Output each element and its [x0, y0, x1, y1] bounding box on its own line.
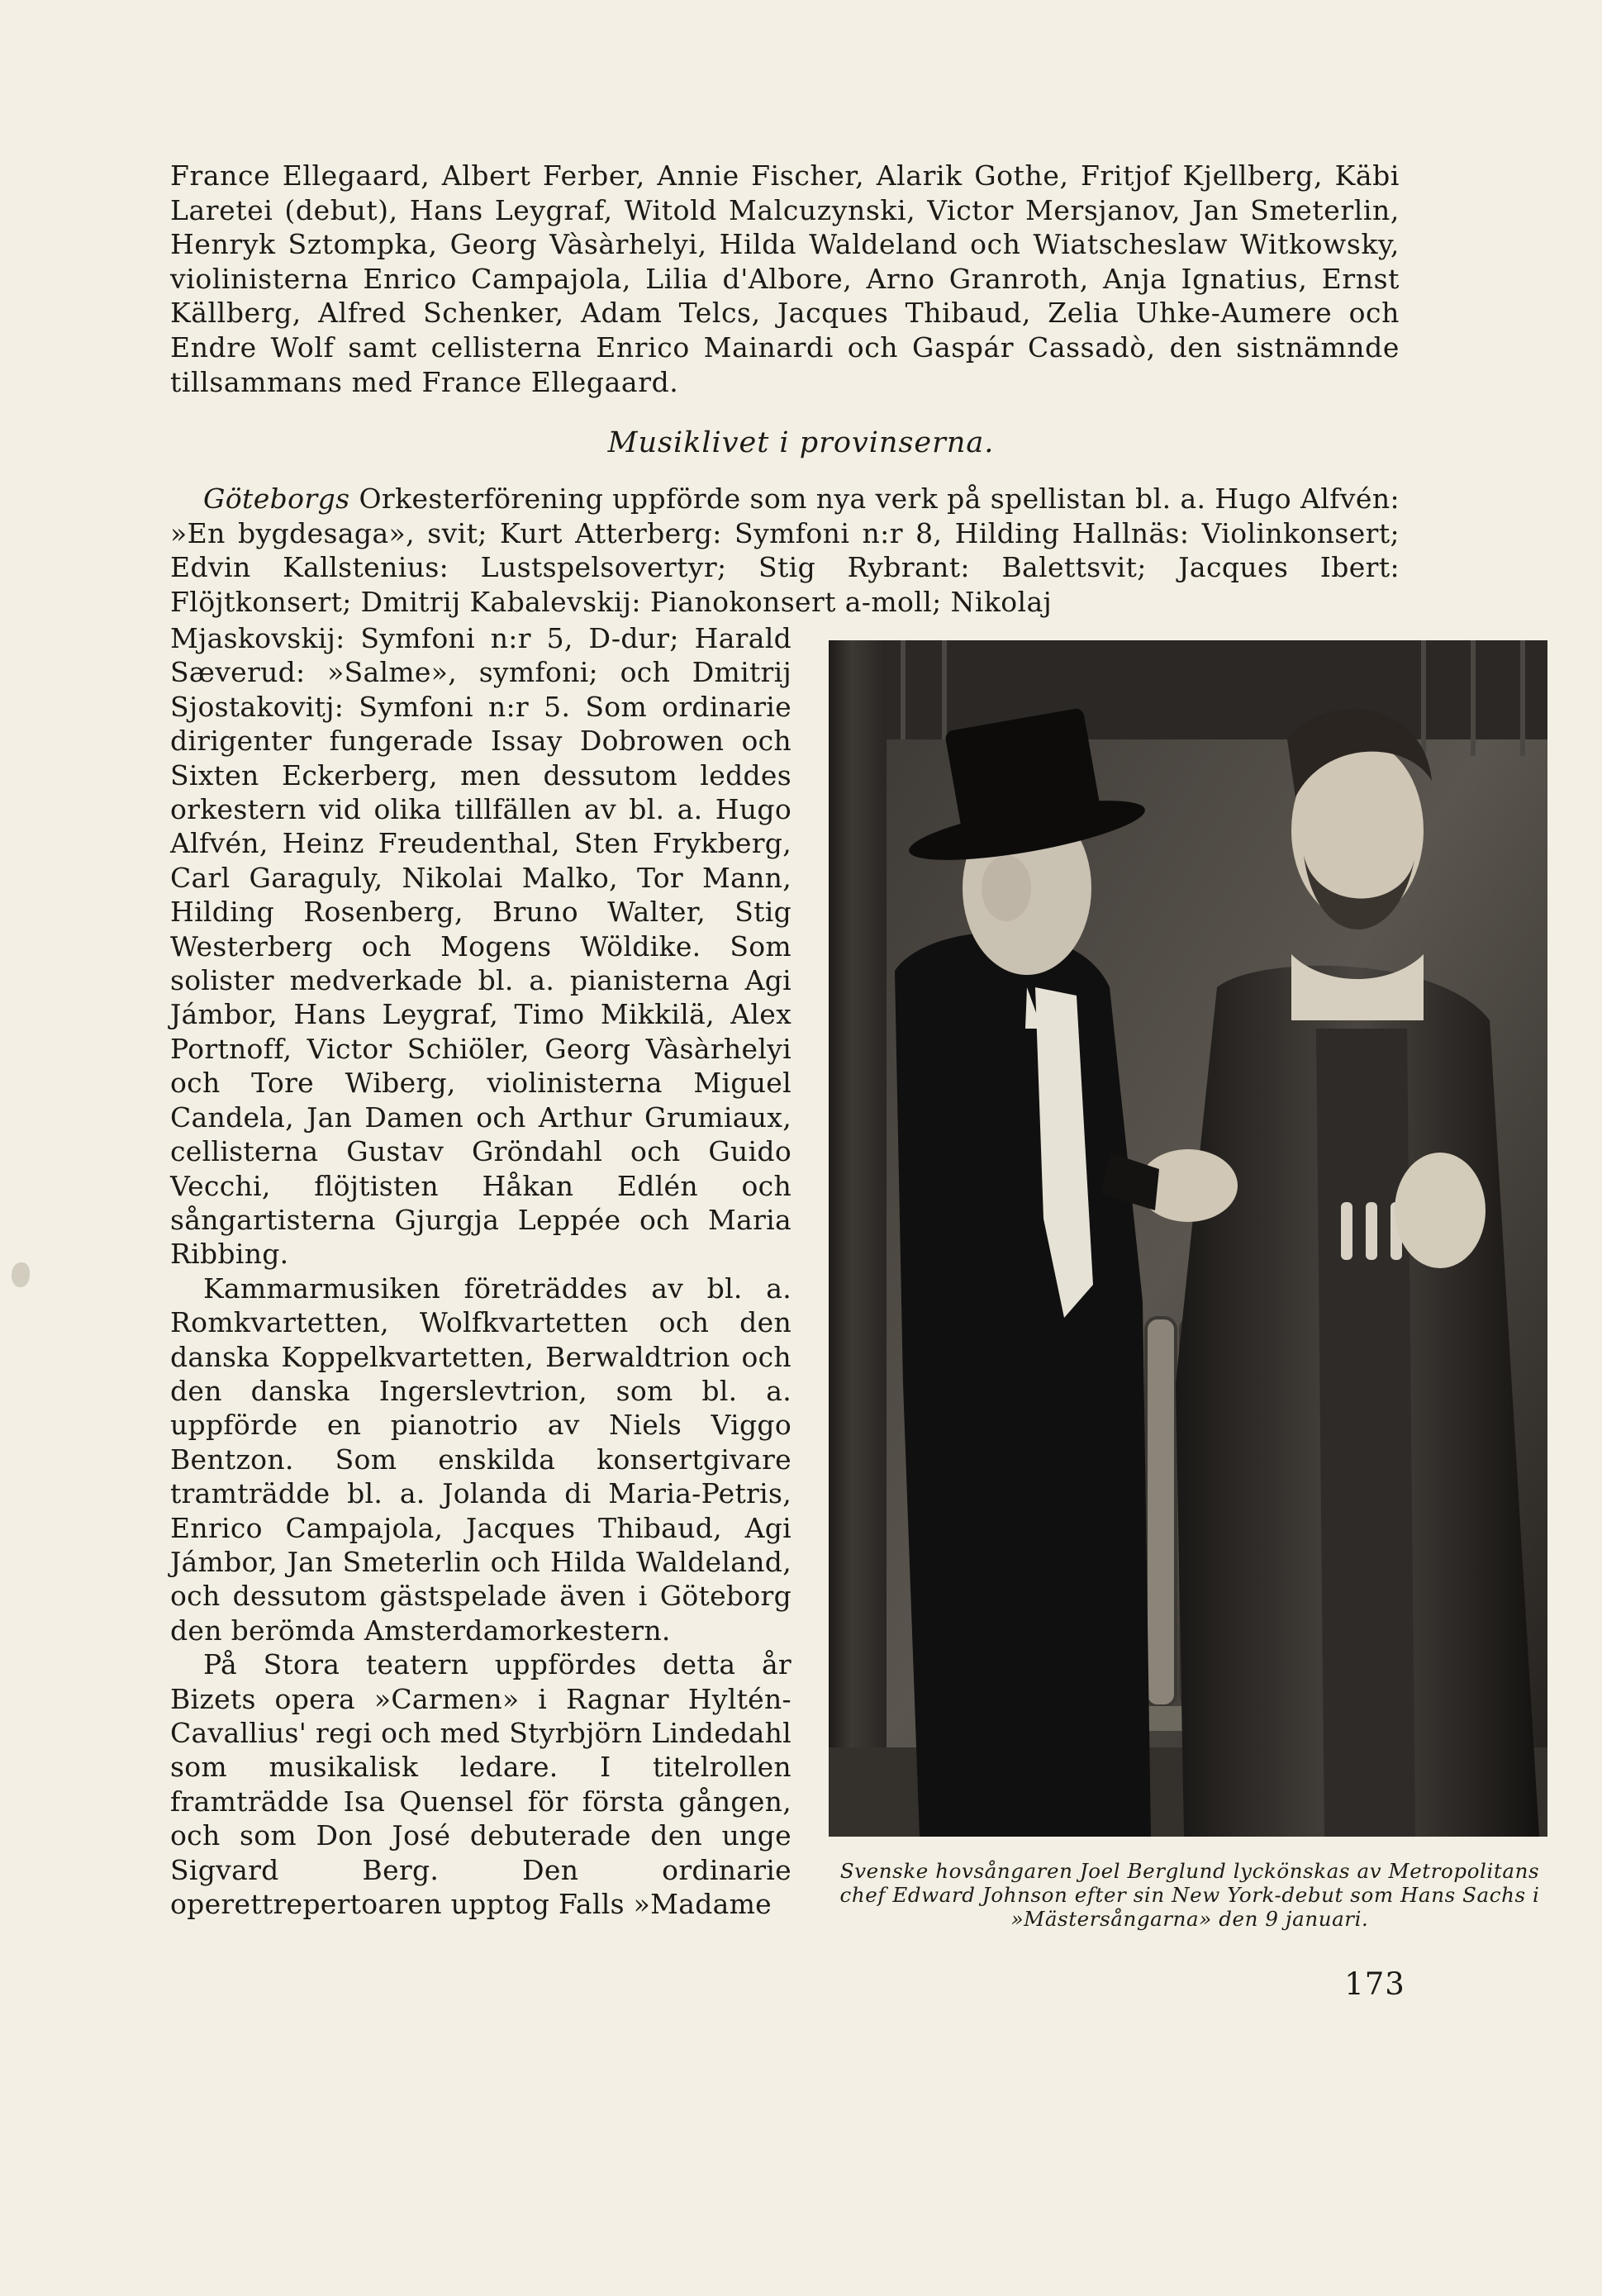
photograph-handshake [829, 640, 1547, 1837]
paper-speck [12, 1262, 30, 1287]
page-number: 173 [1344, 1966, 1405, 2002]
left-column [170, 621, 791, 1921]
goteborg-paragraph-wide [170, 482, 1400, 619]
chamber-music-paragraph: Kammarmusiken företräddes av bl. a. Romkvartetten, Wolfkvartetten och den danska Koppelkvartetten, Berwaldtrion och den danska Ingerslevtrion, som bl. a. uppförde en pianotrio av Niels Viggo Bentzon. Som enskilda konsertgivare tramträdde bl. a. Jolanda di Maria-Petris, Enrico Campajola, Jacques Thibaud, Agi Jámbor, Jan Smeterlin och Hilda Waldeland, och dessutom gästspelade även i Göteborg den berömda Amsterdamorkestern. [170, 1272, 791, 1647]
section-heading: Musiklivet i provinserna. [607, 426, 995, 459]
goteborg-column-text: Mjaskovskij: Symfoni n:r 5, D-dur; Harald Sæverud: »Salme», symfoni; och Dmitrij Sjostakovitj: Symfoni n:r 5. Som ordinarie dirigenter fungerade Issay Dobrowen och Sixten Eckerberg, men dessutom leddes orkestern vid olika tillfällen av bl. a. Hugo Alfvén, Heinz Freudenthal, Sten Frykberg, Carl Garaguly, Nikolai Malko, Tor Mann, Hilding Rosenberg, Bruno Walter, Stig Westerberg och Mogens Wöldike. Som solister medverkade bl. a. pianisterna Agi Jámbor, Hans Leygraf, Timo Mikkilä, Alex Portnoff, Victor Schiöler, Georg Vàsàrhelyi och Tore Wiberg, violinisterna Miguel Candela, Jan Damen och Arthur Grumiaux, cellisterna Gustav Gröndahl och Guido Vecchi, flöjtisten Håkan Edlén och sångartisterna Gjurgja Leppée och Maria Ribbing. [170, 622, 791, 1271]
opera-paragraph: På Stora teatern uppfördes detta år Bizets opera »Carmen» i Ragnar Hyltén-Cavallius' regi och med Styrbjörn Lindedahl som musikalisk ledare. I titelrollen framträdde Isa Quensel för första gången, och som Don José debuterade den unge Sigvard Berg. Den ordinarie operettrepertoaren upptog Falls »Madame [170, 1648, 791, 1921]
photograph-illustration [829, 640, 1547, 1837]
goteborg-wide-text: Orkesterförening uppförde som nya verk på spellistan bl. a. Hugo Alfvén: »En bygdesaga», svit; Kurt Atterberg: Symfoni n:r 8, Hilding Hallnäs: Violinkonsert; Edvin Kallstenius: Lustspelsovertyr; Stig Rybrant: Balettsvit; Jacques Ibert: Flöjtkonsert; Dmitrij Kabalevskij: Pianokonsert a-moll; Nikolaj [170, 482, 1400, 618]
photo-caption: Svenske hovsångaren Joel Berglund lyckönskas av Metropolitans chef Edward Johnson efter sin New York-debut som Hans Sachs i »Mästersångarna» den 9 januari. [839, 1859, 1540, 1931]
intro-paragraph: France Ellegaard, Albert Ferber, Annie Fischer, Alarik Gothe, Fritjof Kjellberg, Käbi Laretei (debut), Hans Leygraf, Witold Malcuzynski, Victor Mersjanov, Jan Smeterlin, Henryk Sztompka, Georg Vàsàrhelyi, Hilda Waldeland och Wiatscheslaw Witkowsky, violinisterna Enrico Campajola, Lilia d'Albore, Arno Granroth, Anja Ignatius, Ernst Källberg, Alfred Schenker, Adam Telcs, Jacques Thibaud, Zelia Uhke-Aumere och Endre Wolf samt cellisterna Enrico Mainardi och Gaspár Cassadò, den sistnämnde tillsammans med France Ellegaard. [170, 159, 1400, 398]
city-name: Göteborgs [203, 482, 350, 515]
